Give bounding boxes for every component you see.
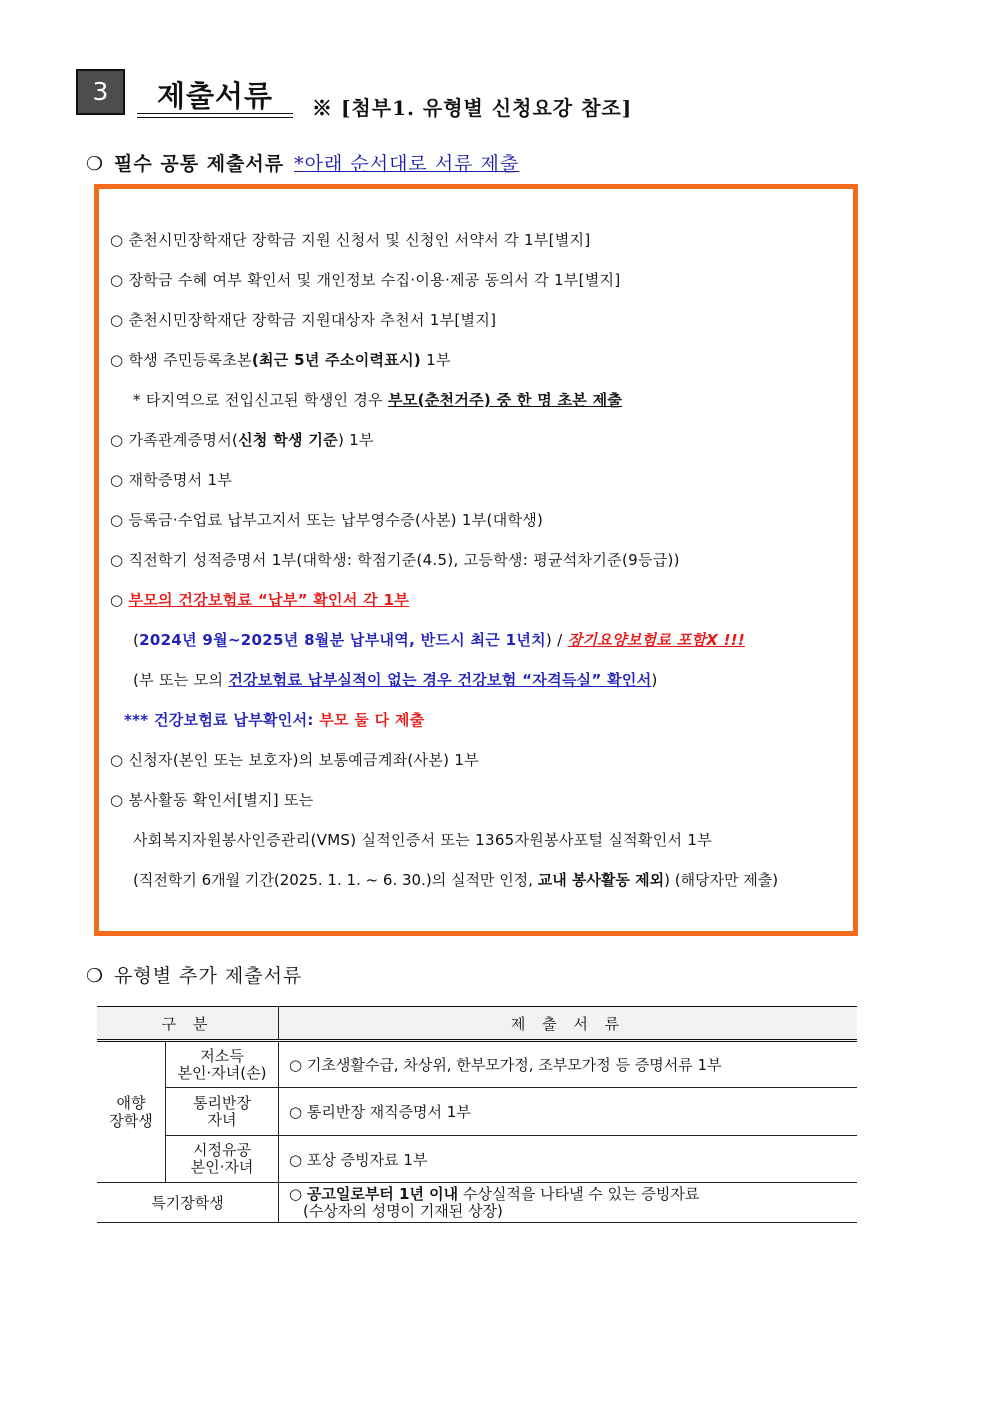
note-text: ) / xyxy=(545,631,568,649)
doc-emphasis: 공고일로부터 1년 이내 xyxy=(306,1184,459,1203)
section-number: 3 xyxy=(76,69,125,115)
note-emphasis: 부모(춘천거주) 중 한 명 초본 제출 xyxy=(388,391,623,409)
section-title: 제출서류 xyxy=(157,79,274,113)
item-text: ○ 학생 주민등록초본 xyxy=(110,351,252,369)
circle-bullet-icon: ❍ xyxy=(86,153,105,175)
row-doc-line xyxy=(289,1186,857,1203)
item-text: ○ xyxy=(110,591,129,609)
list-note xyxy=(133,389,622,410)
note-text: (부 또는 모의 xyxy=(133,671,229,689)
note-emphasis-red: 부모 둘 다 제출 xyxy=(319,711,425,729)
list-item: ○ 봉사활동 확인서[별지] 또는 xyxy=(110,791,314,809)
row-doc: ○ 통리반장 재직증명서 1부 xyxy=(279,1088,858,1136)
item-emphasis: 신청 학생 기준 xyxy=(238,431,338,449)
note-text: (직전학기 6개월 기간(2025. 1. 1. ~ 6. 30.)의 실적만 인정, xyxy=(133,871,538,889)
row-doc: ○ 기초생활수급, 차상위, 한부모가정, 조부모가정 등 증명서류 1부 xyxy=(279,1041,858,1088)
note-emphasis-navy: 2024년 9월~2025년 8월분 납부내역, 반드시 최근 1년치 xyxy=(139,631,546,649)
list-item: ○ 직전학기 성적증명서 1부(대학생: 학점기준(4.5), 고등학생: 평균석차기준(9등급)) xyxy=(110,551,680,569)
item-emphasis: (최근 5년 주소이력표시) xyxy=(251,351,422,369)
group-label: 애향 장학생 xyxy=(97,1041,166,1183)
table-row xyxy=(97,1183,857,1223)
item-text: 1부 xyxy=(421,351,451,369)
row-label: 특기장학생 xyxy=(97,1183,279,1223)
row-label: 저소득 본인·자녀(손) xyxy=(166,1041,279,1088)
list-item xyxy=(110,349,451,370)
note-emphasis-navy: 건강보험료 납부실적이 없는 경우 건강보험 “자격득실” 확인서 xyxy=(228,671,652,689)
table-row xyxy=(97,1041,857,1088)
table-header-row xyxy=(97,1007,857,1041)
type-heading xyxy=(86,961,302,988)
list-item: ○ 등록금·수업료 납부고지서 또는 납부영수증(사본) 1부(대학생) xyxy=(110,511,544,529)
note-text: ( xyxy=(133,631,140,649)
row-doc: ○ 포상 증빙자료 1부 xyxy=(279,1136,858,1183)
doc-text: 수상실적을 나타낼 수 있는 증빙자료 xyxy=(458,1184,700,1203)
list-item xyxy=(110,429,374,450)
list-item: ○ 재학증명서 1부 xyxy=(110,471,233,489)
note-text: ) xyxy=(651,671,658,689)
list-item: ○ 장학금 수혜 여부 확인서 및 개인정보 수집·이용·제공 동의서 각 1부[별지] xyxy=(110,271,621,289)
note-emphasis-navy: *** 건강보험료 납부확인서: xyxy=(124,711,320,729)
table-header-category: 구 분 xyxy=(97,1007,279,1041)
title-underline xyxy=(137,113,293,114)
list-note xyxy=(133,869,778,890)
row-label: 시정유공 본인·자녀 xyxy=(166,1136,279,1183)
common-heading xyxy=(86,149,519,176)
section-note: ※ [첨부1. 유형별 신청요강 참조] xyxy=(312,96,633,120)
common-heading-note: *아래 순서대로 서류 제출 xyxy=(294,153,520,175)
circle-bullet-icon: ❍ xyxy=(86,965,105,987)
common-heading-text: 필수 공통 제출서류 xyxy=(114,153,285,175)
doc-text: ○ xyxy=(289,1184,307,1203)
list-item: ○ 신청자(본인 또는 보호자)의 보통예금계좌(사본) 1부 xyxy=(110,751,479,769)
list-note xyxy=(133,669,658,690)
row-doc-line: (수상자의 성명이 기재된 상장) xyxy=(303,1201,503,1220)
additional-docs-table xyxy=(97,1006,857,1223)
note-emphasis: 교내 봉사활동 제외 xyxy=(537,871,665,889)
list-item xyxy=(110,589,409,610)
note-text: ) (해당자만 제출) xyxy=(664,871,779,889)
list-note: 사회복지자원봉사인증관리(VMS) 실적인증서 또는 1365자원봉사포털 실적확인서 1부 xyxy=(133,831,712,849)
note-emphasis-red: 장기요양보험료 포함X !!! xyxy=(567,631,746,649)
title-underline-2 xyxy=(137,117,293,118)
row-doc xyxy=(279,1183,858,1223)
table-header-docs: 제 출 서 류 xyxy=(279,1007,858,1041)
type-heading-text: 유형별 추가 제출서류 xyxy=(114,965,303,987)
item-text: ) 1부 xyxy=(337,431,374,449)
list-note xyxy=(133,629,745,650)
item-emphasis-red: 부모의 건강보험료 “납부” 확인서 각 1부 xyxy=(128,591,409,609)
list-note xyxy=(124,709,425,730)
list-item: ○ 춘천시민장학재단 장학금 지원 신청서 및 신청인 서약서 각 1부[별지] xyxy=(110,231,591,249)
list-item: ○ 춘천시민장학재단 장학금 지원대상자 추천서 1부[별지] xyxy=(110,311,497,329)
table-row xyxy=(97,1136,857,1183)
table-row xyxy=(97,1088,857,1136)
note-text: * 타지역으로 전입신고된 학생인 경우 xyxy=(133,391,388,409)
item-text: ○ 가족관계증명서( xyxy=(110,431,239,449)
row-label: 통리반장 자녀 xyxy=(166,1088,279,1136)
